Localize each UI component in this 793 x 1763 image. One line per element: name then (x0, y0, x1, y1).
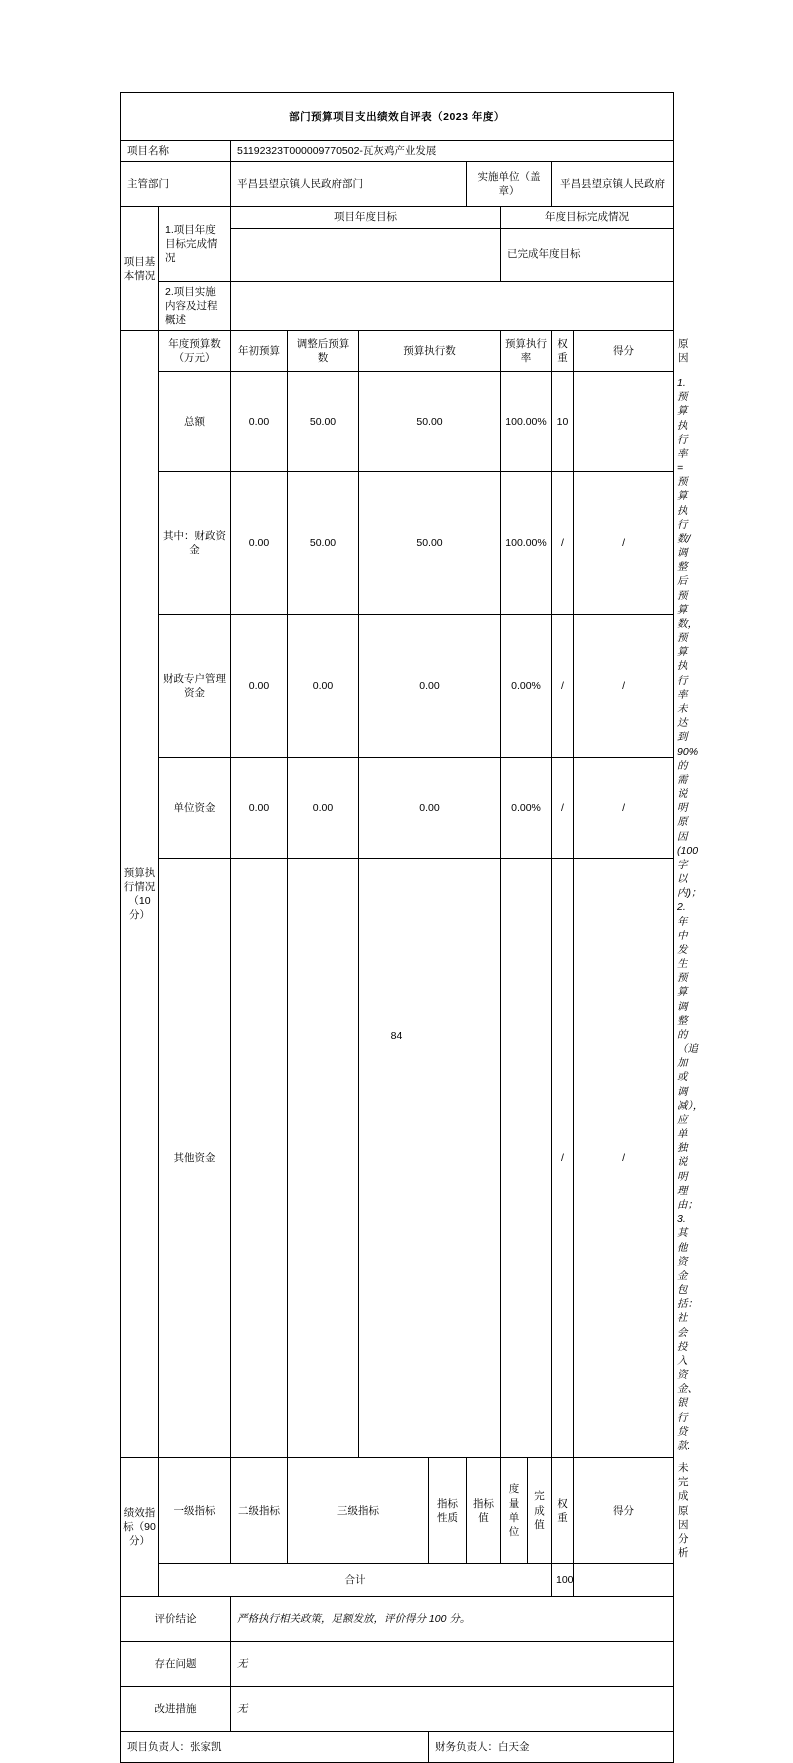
budget-row-initial: 0.00 (231, 758, 288, 858)
basic-info-label: 项目基本情况 (121, 207, 159, 331)
budget-row-rate: 100.00% (501, 472, 552, 615)
page-title: 部门预算项目支出绩效自评表（2023 年度） (121, 93, 674, 141)
budget-row-rate (501, 858, 552, 1457)
impl-unit-value: 平昌县望京镇人民政府 (552, 162, 674, 207)
budget-row (121, 858, 674, 1457)
budget-row-executed: 50.00 (359, 372, 501, 472)
budget-row (121, 758, 674, 858)
title-row (121, 93, 674, 141)
budget-row-score: / (574, 858, 674, 1457)
budget-row-name: 财政专户管理资金 (159, 615, 231, 758)
budget-row-weight: / (552, 472, 574, 615)
budget-header-score: 得分 (574, 331, 674, 372)
project-name-label: 项目名称 (121, 141, 231, 162)
perf-header-level3: 三级指标 (288, 1458, 429, 1564)
perf-header-level2: 二级指标 (231, 1458, 288, 1564)
budget-row-weight: / (552, 758, 574, 858)
budget-row-executed: 0.00 (359, 615, 501, 758)
finance-leader: 财务负责人：白天金 (429, 1732, 674, 1763)
perf-header-score: 得分 (574, 1458, 674, 1564)
budget-row (121, 615, 674, 758)
eval-conclusion-row (121, 1597, 674, 1642)
perf-header-nature: 指标性质 (429, 1458, 467, 1564)
problem-value: 无 (231, 1642, 674, 1687)
budget-row-weight: / (552, 615, 574, 758)
eval-value: 严格执行相关政策，足额发放，评价得分 100 分。 (231, 1597, 674, 1642)
budget-header-weight: 权重 (552, 331, 574, 372)
improve-row (121, 1687, 674, 1732)
budget-row-rate: 0.00% (501, 758, 552, 858)
budget-header-rate: 预算执行率 (501, 331, 552, 372)
budget-row-adjusted: 0.00 (288, 615, 359, 758)
budget-row-name: 其中：财政资金 (159, 472, 231, 615)
perf-header-value: 指标值 (467, 1458, 501, 1564)
budget-row-initial: 0.00 (231, 472, 288, 615)
budget-row-rate: 100.00% (501, 372, 552, 472)
budget-row-initial (231, 858, 288, 1457)
budget-row-score: / (574, 472, 674, 615)
perf-total-label: 合计 (159, 1564, 552, 1597)
annual-goal-header-row (121, 207, 674, 228)
impl-unit-label: 实施单位（盖章） (467, 162, 552, 207)
budget-section-label: 预算执行情况（10 分） (121, 331, 159, 1458)
budget-row-adjusted: 0.00 (288, 758, 359, 858)
department-label: 主管部门 (121, 162, 231, 207)
perf-header-weight: 权重 (552, 1458, 574, 1564)
project-name-value: 51192323T000009770502-瓦灰鸡产业发展 (231, 141, 674, 162)
performance-section-label: 绩效指标（90 分） (121, 1458, 159, 1597)
department-row (121, 162, 674, 207)
perf-total-score (574, 1564, 674, 1597)
problem-row (121, 1642, 674, 1687)
budget-row-name: 其他资金 (159, 858, 231, 1457)
budget-row-score: / (574, 615, 674, 758)
signature-row (121, 1732, 674, 1763)
improve-value: 无 (231, 1687, 674, 1732)
budget-row-score: / (574, 758, 674, 858)
perf-header-level1: 一级指标 (159, 1458, 231, 1564)
annual-goal-done-header: 年度目标完成情况 (501, 207, 674, 228)
budget-row-executed: 0.00 (359, 758, 501, 858)
budget-row-weight: / (552, 858, 574, 1457)
budget-header-year: 年度预算数（万元） (159, 331, 231, 372)
performance-header-row: 绩效指标（90 分） 一级指标 二级指标 三级指标 指标性质 指标值 度量单位 完成值 权重 得分 未完成原因分析 (121, 1458, 674, 1564)
budget-row-adjusted: 50.00 (288, 472, 359, 615)
perf-header-done: 完成值 (528, 1458, 552, 1564)
evaluation-form (120, 92, 704, 1763)
budget-row-rate: 0.00% (501, 615, 552, 758)
budget-header-executed: 预算执行数 (359, 331, 501, 372)
budget-header-initial: 年初预算 (231, 331, 288, 372)
performance-total-row (121, 1564, 674, 1597)
perf-header-unit: 度量单位 (501, 1458, 528, 1564)
budget-row-name: 单位资金 (159, 758, 231, 858)
annual-goal-value (231, 228, 501, 281)
budget-row-weight: 10 (552, 372, 574, 472)
page-number: 84 (390, 1030, 403, 1042)
budget-row-name: 总额 (159, 372, 231, 472)
improve-label: 改进措施 (121, 1687, 231, 1732)
item2-value (231, 281, 674, 331)
budget-row-adjusted: 50.00 (288, 372, 359, 472)
item1-label: 1.项目年度目标完成情况 (159, 207, 231, 281)
budget-row-initial: 0.00 (231, 372, 288, 472)
budget-row-initial: 0.00 (231, 615, 288, 758)
annual-goal-done-value: 已完成年度目标 (501, 228, 674, 281)
budget-row-executed: 50.00 (359, 472, 501, 615)
budget-row-adjusted (288, 858, 359, 1457)
project-name-row (121, 141, 674, 162)
budget-row-executed (359, 858, 501, 1457)
perf-total-weight: 100 (552, 1564, 574, 1597)
project-leader: 项目负责人：张家凯 (121, 1732, 429, 1763)
budget-header-adjusted: 调整后预算数 (288, 331, 359, 372)
problem-label: 存在问题 (121, 1642, 231, 1687)
budget-header-row: 预算执行情况（10 分） 年度预算数（万元） 年初预算 调整后预算数 预算执行数 预算执行率 权重 得分 原因 (121, 331, 674, 372)
annual-goal-header: 项目年度目标 (231, 207, 501, 228)
eval-label: 评价结论 (121, 1597, 231, 1642)
budget-row: 总额 0.00 50.00 50.00 100.00% 10 1. 预算执行率=预算执行数/调整后预算数，预算执行率未达到90%的需说明原因(100 字以内)；2. 年中发生预算调整的（追加或调减），应单独说明理由；3. 其他资金包括：社会投入资金、银行贷款. (121, 372, 674, 472)
budget-row-score (574, 372, 674, 472)
item2-label: 2.项目实施内容及过程概述 (159, 281, 231, 331)
budget-row (121, 472, 674, 615)
department-value: 平昌县望京镇人民政府部门 (231, 162, 467, 207)
main-table (120, 92, 704, 1763)
